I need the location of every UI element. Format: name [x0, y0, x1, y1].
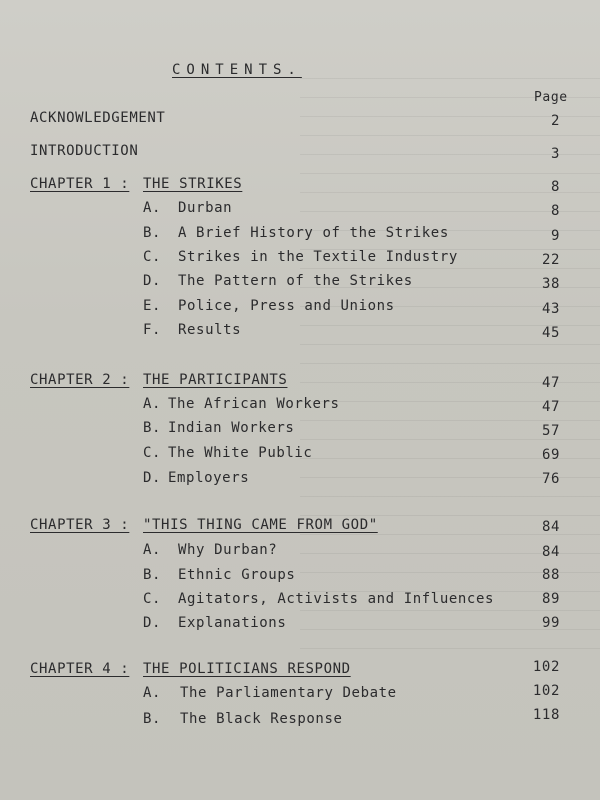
contents-title: CONTENTS.: [172, 62, 302, 78]
chapter-2-number: CHAPTER 2 :: [30, 372, 130, 388]
section-title: Explanations: [178, 615, 287, 631]
introduction-page: 3: [550, 146, 560, 162]
section-letter: C.: [143, 591, 162, 607]
section-letter: A.: [143, 396, 162, 412]
section-page: 38: [541, 276, 560, 292]
section-page: 9: [550, 228, 560, 244]
section-letter: D.: [143, 615, 162, 631]
section-page: 102: [532, 683, 560, 699]
introduction-label: INTRODUCTION: [30, 143, 139, 159]
section-title: Why Durban?: [178, 542, 278, 558]
chapter-3-title: "THIS THING CAME FROM GOD": [143, 517, 378, 533]
chapter-3-page: 84: [541, 519, 560, 535]
section-page: 84: [541, 544, 560, 560]
section-page: 45: [541, 325, 560, 341]
section-letter: D.: [143, 273, 162, 289]
chapter-1-number: CHAPTER 1 :: [30, 176, 130, 192]
chapter-2-page: 47: [541, 375, 560, 391]
section-letter: A.: [143, 542, 162, 558]
acknowledgement-label: ACKNOWLEDGEMENT: [30, 110, 166, 126]
section-letter: E.: [143, 298, 162, 314]
section-title: Results: [178, 322, 242, 338]
section-title: The Pattern of the Strikes: [178, 273, 413, 289]
section-page: 22: [541, 252, 560, 268]
page-column-header: Page: [534, 90, 568, 105]
section-title: The Black Response: [180, 711, 343, 727]
section-page: 88: [541, 567, 560, 583]
section-title: Ethnic Groups: [178, 567, 296, 583]
section-page: 47: [541, 399, 560, 415]
section-letter: B.: [143, 225, 162, 241]
section-title: A Brief History of the Strikes: [178, 225, 449, 241]
section-title: Agitators, Activists and Influences: [178, 591, 495, 607]
section-title: The Parliamentary Debate: [180, 685, 397, 701]
chapter-4-number: CHAPTER 4 :: [30, 661, 130, 677]
section-page: 8: [550, 203, 560, 219]
section-title: Strikes in the Textile Industry: [178, 249, 458, 265]
section-letter: B.: [143, 420, 162, 436]
section-page: 118: [532, 707, 560, 723]
section-letter: A.: [143, 200, 162, 216]
section-page: 69: [541, 447, 560, 463]
chapter-4-title: THE POLITICIANS RESPOND: [143, 661, 351, 677]
chapter-1-page: 8: [550, 179, 560, 195]
chapter-1-title: THE STRIKES: [143, 176, 243, 192]
section-letter: A.: [143, 685, 162, 701]
section-page: 76: [541, 471, 560, 487]
section-letter: C.: [143, 249, 162, 265]
section-title: Indian Workers: [168, 420, 295, 436]
section-title: Employers: [168, 470, 250, 486]
chapter-3-number: CHAPTER 3 :: [30, 517, 130, 533]
section-title: Police, Press and Unions: [178, 298, 395, 314]
section-letter: B.: [143, 711, 162, 727]
section-page: 57: [541, 423, 560, 439]
section-page: 43: [541, 301, 560, 317]
acknowledgement-page: 2: [550, 113, 560, 129]
section-letter: C.: [143, 445, 162, 461]
section-letter: F.: [143, 322, 162, 338]
section-letter: D.: [143, 470, 162, 486]
section-title: The African Workers: [168, 396, 340, 412]
section-title: The White Public: [168, 445, 313, 461]
section-title: Durban: [178, 200, 233, 216]
chapter-2-title: THE PARTICIPANTS: [143, 372, 288, 388]
section-page: 99: [541, 615, 560, 631]
chapter-4-page: 102: [532, 659, 560, 675]
section-letter: B.: [143, 567, 162, 583]
section-page: 89: [541, 591, 560, 607]
